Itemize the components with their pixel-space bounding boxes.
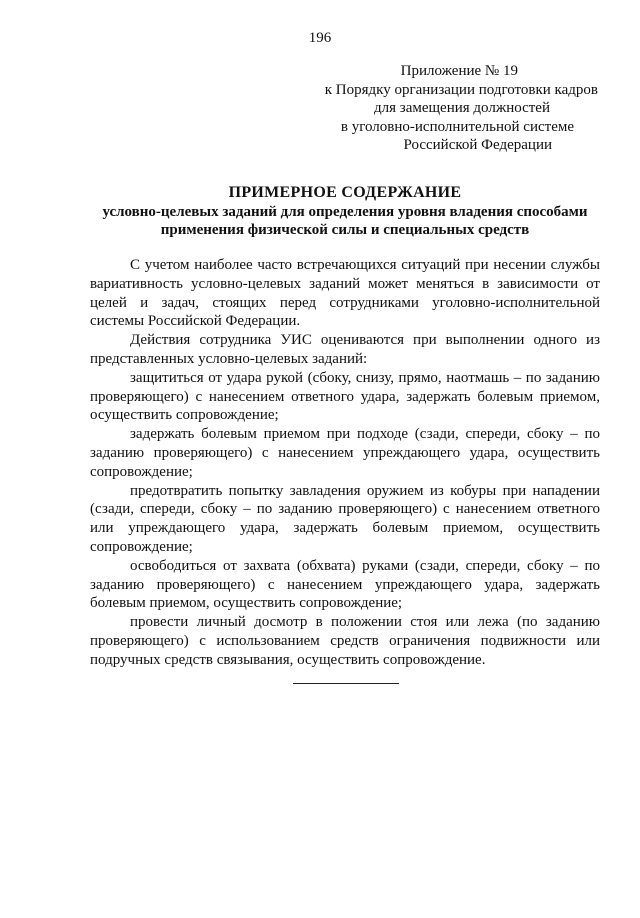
appendix-block xyxy=(298,62,598,155)
body-paragraph: задержать болевым приемом при подходе (сзади, спереди, сбоку – по заданию проверяющего) с нанесением упреждающего удара, осуществить сопровождение; xyxy=(90,426,600,480)
body-paragraph: предотвратить попытку завладения оружием из кобуры при нападении (сзади, спереди, сбоку – по заданию проверяющего) с нанесением ответного или упреждающего удара, задержать болевым приемом, осуществить сопровождение; xyxy=(90,482,600,555)
body-paragraph: Действия сотрудника УИС оцениваются при выполнении одного из представленных условно-целевых заданий: xyxy=(90,332,600,367)
page-number: 196 xyxy=(308,30,332,46)
appendix-line: для замещения должностей xyxy=(374,100,550,116)
body-paragraph: С учетом наиболее часто встречающихся ситуаций при несении службы вариативность условно-целевых заданий может меняться в зависимости от целей и задач, стоящих перед сотрудниками уголовно-исполнительной системы Российской Федерации. xyxy=(90,257,600,330)
document-title: ПРИМЕРНОЕ СОДЕРЖАНИЕ xyxy=(228,184,462,201)
end-separator-line xyxy=(293,683,399,684)
document-heading xyxy=(90,184,600,240)
appendix-line: к Порядку организации подготовки кадров xyxy=(324,81,598,98)
appendix-line: в уголовно-исполнительной системе xyxy=(340,118,574,135)
document-body xyxy=(90,256,600,670)
appendix-line: Российской Федерации xyxy=(403,137,552,153)
document-subtitle-line: применения физической силы и специальных средств xyxy=(160,222,530,238)
body-paragraph: освободиться от захвата (обхвата) руками (сзади, спереди, сбоку – по заданию проверяющего) с нанесением упреждающего удара, задержать болевым приемом, осуществить сопровождение; xyxy=(90,557,600,612)
document-subtitle-line: условно-целевых заданий для определения уровня владения способами xyxy=(102,203,588,220)
appendix-number: Приложение № 19 xyxy=(400,63,518,79)
body-paragraph: провести личный досмотр в положении стоя или лежа (по заданию проверяющего) с использованием средств ограничения подвижности или подручных средств связывания, осуществить сопровождение. xyxy=(90,614,600,668)
body-paragraph: защититься от удара рукой (сбоку, снизу, прямо, наотмашь – по заданию проверяющего) с нанесением ответного удара, задержать болевым приемом, осуществить сопровождение; xyxy=(90,369,600,424)
